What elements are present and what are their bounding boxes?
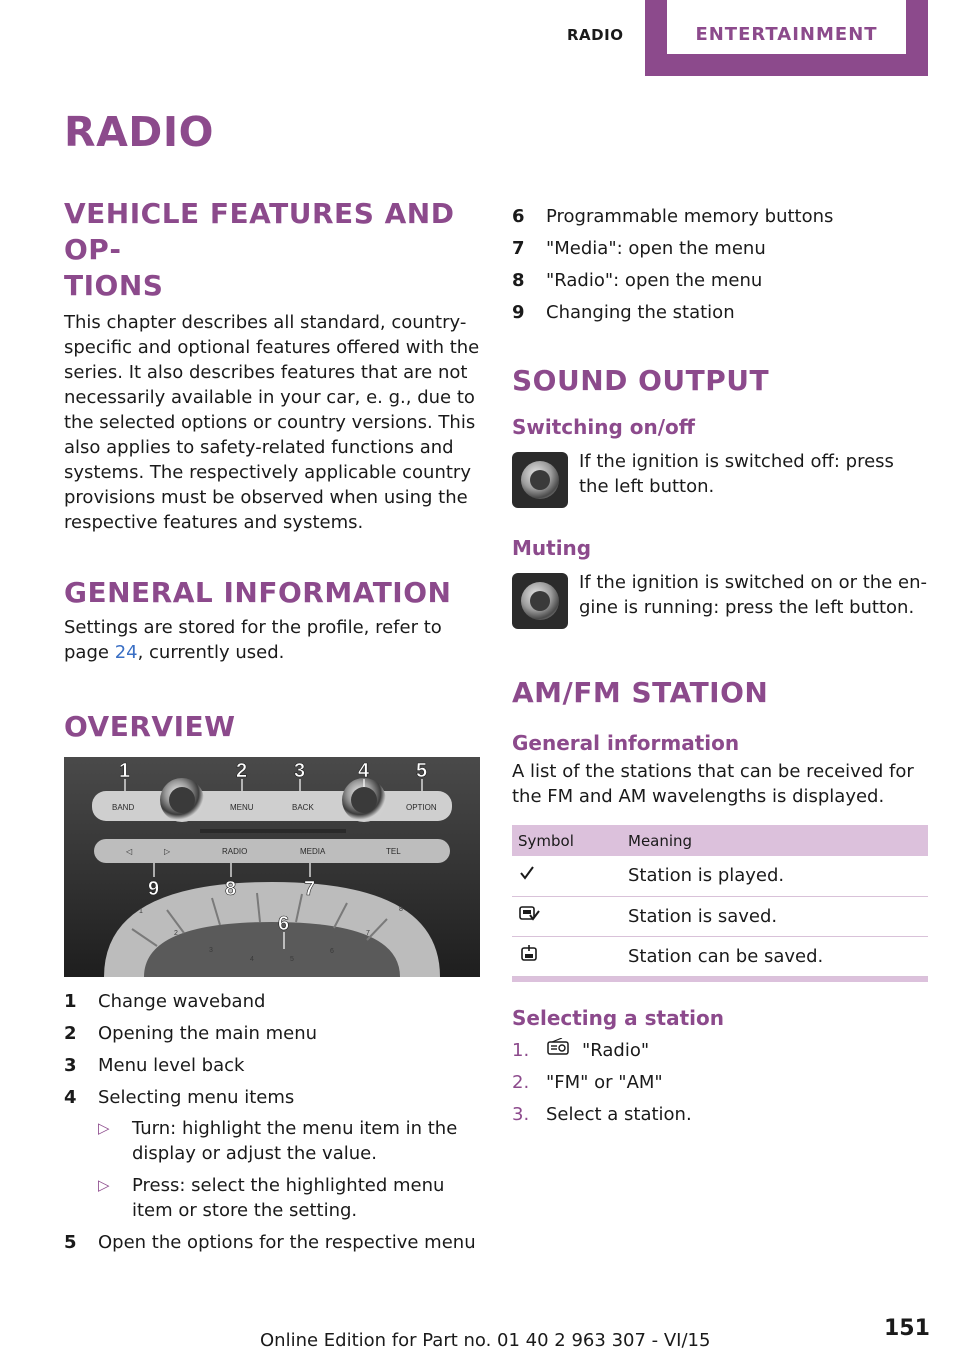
item-text: Menu level back — [98, 1055, 245, 1076]
symbol-column-header: Symbol — [512, 825, 622, 856]
list-item — [64, 1053, 480, 1078]
memory-key-8: 8 — [399, 906, 403, 913]
list-item — [512, 268, 928, 293]
item-number: 2 — [64, 1023, 77, 1044]
option-button-label: OPTION — [406, 803, 437, 812]
radio-button-label: RADIO — [222, 847, 248, 856]
volume-knob-icon — [512, 452, 568, 508]
meaning-column-header: Meaning — [622, 825, 928, 856]
memory-key-3: 3 — [209, 947, 213, 954]
memory-key-4: 4 — [250, 956, 254, 963]
step-item — [512, 1102, 928, 1127]
table-header-row — [512, 825, 928, 856]
item-text: "Radio": open the menu — [546, 270, 763, 291]
overview-list-end — [64, 1230, 480, 1255]
list-item — [64, 1085, 480, 1110]
item-text: Changing the station — [546, 302, 735, 323]
memory-key-5: 5 — [290, 956, 294, 963]
vehicle-features-heading-line1: VEHICLE FEATURES AND OP‐ — [64, 197, 455, 266]
callout-1: 1 — [119, 760, 131, 782]
header-chapter-label: ENTERTAINMENT — [695, 24, 878, 45]
page-number: 151 — [884, 1316, 930, 1341]
page-title: RADIO — [64, 108, 214, 156]
overview-list-continued — [512, 204, 928, 325]
checkmark-icon — [512, 856, 622, 896]
page-link[interactable]: 24 — [114, 642, 138, 663]
table-cell: Station is saved. — [622, 896, 928, 936]
item-text: Selecting menu items — [98, 1087, 295, 1108]
item-number: 4 — [64, 1087, 77, 1108]
sub-list-item — [98, 1173, 480, 1223]
radio-panel-image — [64, 757, 480, 977]
item-number: 6 — [512, 206, 525, 227]
callout-2: 2 — [236, 760, 248, 782]
triangle-bullet-icon: ▷ — [98, 1176, 110, 1194]
overview-list — [64, 989, 480, 1110]
general-information-text: Settings are stored for the profile, refer to page — [64, 617, 442, 663]
switching-body: If the ignition is switched off: press the left button. — [579, 451, 894, 497]
item-number: 8 — [512, 270, 525, 291]
list-item — [512, 236, 928, 261]
back-button-label: BACK — [292, 803, 314, 812]
step-text: "Radio" — [582, 1039, 650, 1061]
item-text: Opening the main menu — [98, 1023, 318, 1044]
list-item — [512, 204, 928, 229]
header-section-label: RADIO — [567, 26, 624, 44]
item-number: 3 — [64, 1055, 77, 1076]
am-fm-heading: AM/FM STATION — [512, 676, 769, 709]
memory-key-2: 2 — [174, 930, 178, 937]
vehicle-features-heading-line2: TIONS — [64, 269, 164, 302]
left-column — [64, 196, 480, 1262]
callout-5: 5 — [416, 760, 428, 782]
station-save-icon — [512, 936, 622, 976]
muting-heading: Muting — [512, 536, 592, 560]
muting-body: If the ignition is switched on or the en‐ gine is running: press the left button. — [579, 572, 927, 618]
callout-7: 7 — [304, 878, 316, 900]
radio-panel-illustration — [64, 757, 480, 977]
vehicle-features-body: This chapter describes all standard, country-specific and optional features offered with the series. It also describes features that are not necessarily available in your car, e. g., due to the selected options or country versions. This also applies to safety-related functions and systems. The respectively applicable country provisions must be observed when using the respective features and systems. — [64, 312, 480, 533]
header-chapter-tab — [645, 0, 928, 76]
right-column — [512, 204, 928, 1134]
list-item — [512, 300, 928, 325]
item-text: "Media": open the menu — [546, 238, 766, 259]
radio-icon — [546, 1038, 574, 1063]
station-saved-icon — [512, 896, 622, 936]
band-button-label: BAND — [112, 803, 135, 812]
callout-9: 9 — [148, 878, 160, 900]
step-number: 3. — [512, 1103, 530, 1125]
selecting-steps — [512, 1038, 928, 1127]
table-row — [512, 936, 928, 976]
table-row — [512, 856, 928, 896]
callout-3: 3 — [294, 760, 306, 782]
sub-item-text: Press: select the highlighted menu item or store the setting. — [132, 1175, 445, 1221]
prev-button-label: ◁ — [126, 847, 133, 856]
vehicle-features-heading — [64, 196, 480, 304]
sound-output-heading: SOUND OUTPUT — [512, 364, 770, 397]
triangle-bullet-icon: ▷ — [98, 1119, 110, 1137]
menu-button-label: MENU — [230, 803, 254, 812]
general-info-heading: General information — [512, 731, 740, 755]
footer-edition: Online Edition for Part no. 01 40 2 963 307 - VI/15 — [260, 1330, 711, 1351]
item-number: 5 — [64, 1232, 77, 1253]
list-item — [64, 1230, 480, 1255]
media-button-label: MEDIA — [300, 847, 326, 856]
overview-heading: OVERVIEW — [64, 710, 236, 743]
muting-row — [512, 570, 928, 629]
general-information-text-end: , currently used. — [137, 642, 285, 663]
sub-item-text: Turn: highlight the menu item in the display or adjust the value. — [132, 1118, 458, 1164]
item-text: Programmable memory buttons — [546, 206, 834, 227]
general-information-body — [64, 615, 480, 665]
next-button-label: ▷ — [164, 847, 171, 856]
item-text: Change waveband — [98, 991, 266, 1012]
step-text: "FM" or "AM" — [546, 1071, 663, 1093]
top-button-bar — [92, 791, 452, 821]
step-number: 1. — [512, 1039, 530, 1061]
item-number: 7 — [512, 238, 525, 259]
symbol-table — [512, 825, 928, 977]
table-bottom-bar — [512, 977, 928, 982]
callout-8: 8 — [225, 878, 237, 900]
step-number: 2. — [512, 1071, 530, 1093]
callout-6: 6 — [278, 913, 290, 935]
general-information-heading: GENERAL INFORMATION — [64, 576, 452, 609]
memory-key-7: 7 — [366, 930, 370, 937]
step-text: Select a station. — [546, 1103, 692, 1125]
general-info-body: A list of the stations that can be received for the FM and AM wavelengths is displayed. — [512, 761, 914, 807]
item-number: 9 — [512, 302, 525, 323]
volume-knob-icon — [512, 573, 568, 629]
memory-key-1: 1 — [139, 908, 143, 915]
tel-button-label: TEL — [386, 847, 401, 856]
step-item — [512, 1070, 928, 1095]
table-cell: Station is played. — [622, 856, 928, 896]
overview-sub-list — [98, 1116, 480, 1223]
list-item — [64, 1021, 480, 1046]
table-cell: Station can be saved. — [622, 936, 928, 976]
step-item — [512, 1038, 928, 1063]
switching-heading: Switching on/off — [512, 415, 695, 439]
switching-row — [512, 449, 928, 508]
table-row — [512, 896, 928, 936]
selecting-heading: Selecting a station — [512, 1005, 724, 1030]
item-text: Open the options for the respective menu — [98, 1232, 476, 1253]
list-item — [64, 989, 480, 1014]
callout-4: 4 — [358, 760, 370, 782]
item-number: 1 — [64, 991, 77, 1012]
memory-key-6: 6 — [330, 948, 334, 955]
sub-list-item — [98, 1116, 480, 1166]
